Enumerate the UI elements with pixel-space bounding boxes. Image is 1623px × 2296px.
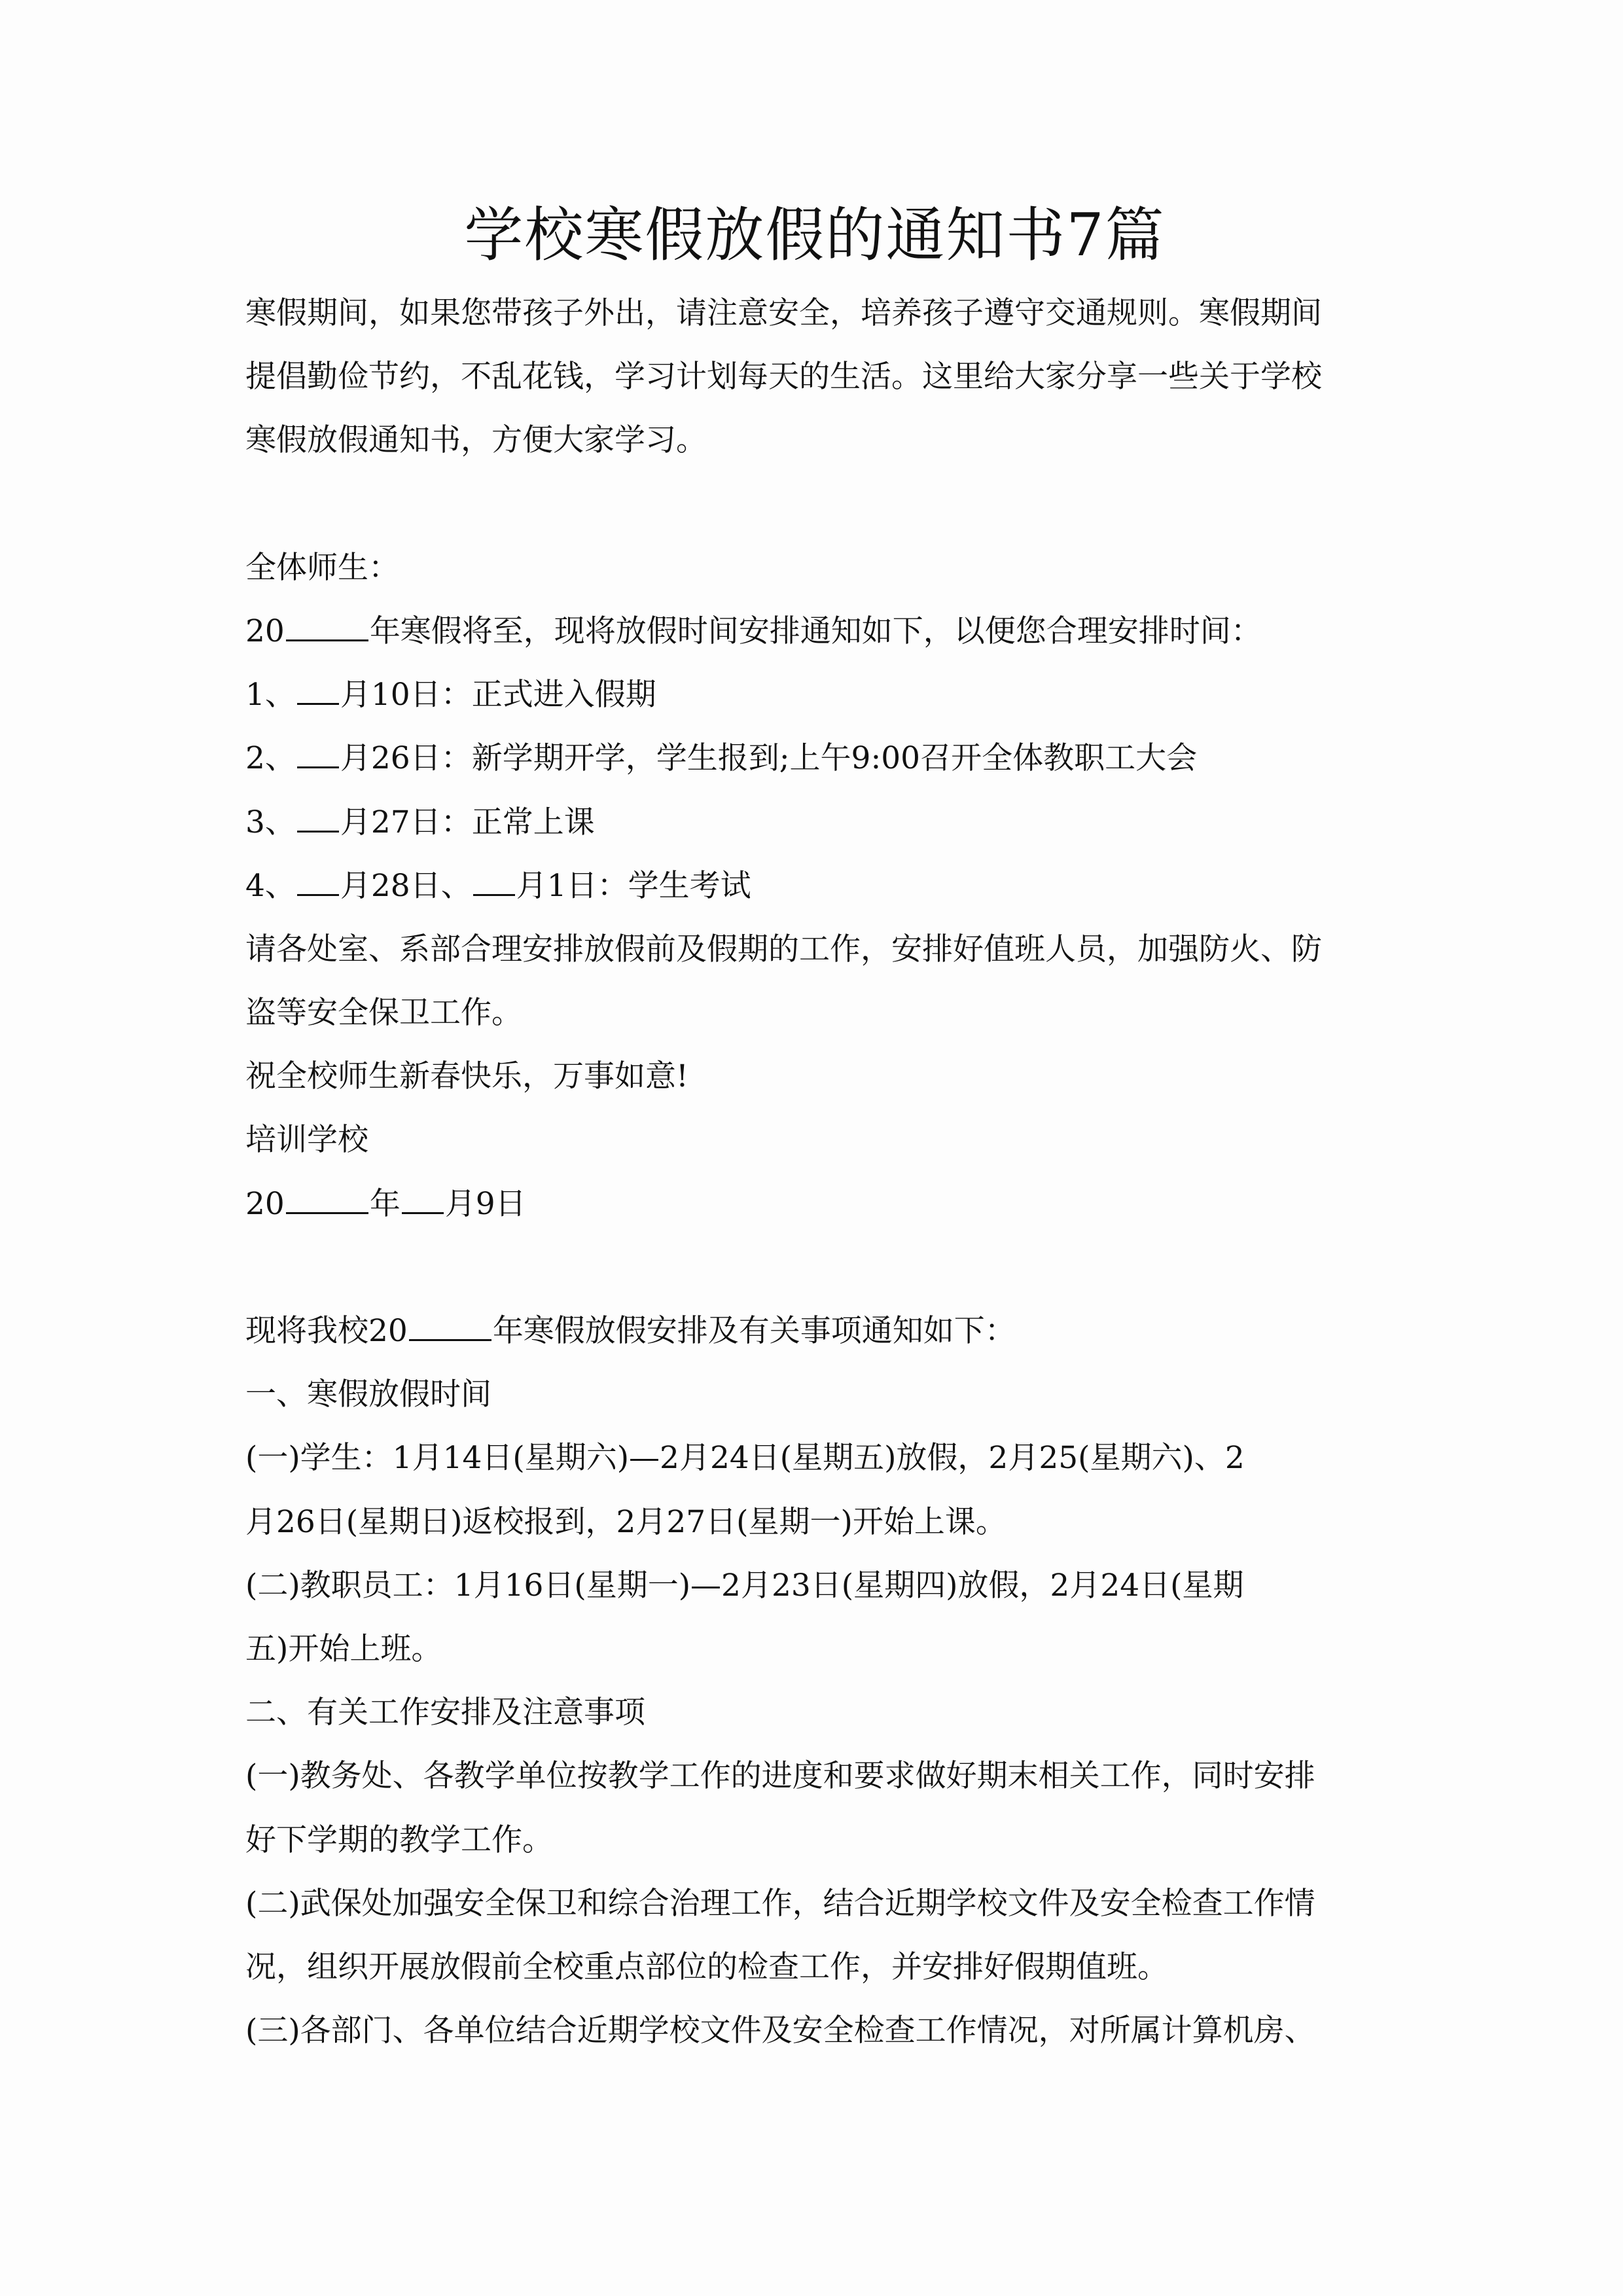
item-number: 2、 [245, 740, 296, 777]
signature: 培训学校 [245, 1122, 368, 1158]
month-blank [297, 868, 339, 896]
intro-line: 寒假放假通知书，方便大家学习。 [245, 422, 707, 459]
schedule-item [245, 663, 1384, 726]
month-blank [402, 1186, 444, 1214]
notice1-lead [245, 600, 1384, 663]
schedule-item [245, 726, 1384, 790]
section-heading: 一、寒假放假时间 [245, 1376, 491, 1413]
section-line: (二)武保处加强安全保卫和综合治理工作，结合近期学校文件及安全检查工作情 [245, 1885, 1315, 1922]
item-text: 月27日：正常上课 [340, 804, 595, 840]
section-heading: 二、有关工作安排及注意事项 [245, 1695, 645, 1731]
month-blank [473, 868, 515, 896]
date-day: 月9日 [444, 1185, 526, 1222]
item-text: 月28日、 [340, 867, 472, 904]
intro-line: 提倡勤俭节约，不乱花钱，学习计划每天的生活。这里给大家分享一些关于学校 [245, 359, 1322, 395]
item-text: 月10日：正式进入假期 [340, 677, 656, 713]
item-number: 4、 [245, 867, 296, 904]
notice2-lead [245, 1299, 1384, 1363]
year-blank [286, 1186, 368, 1214]
intro-line: 寒假期间，如果您带孩子外出，请注意安全，培养孩子遵守交通规则。寒假期间 [245, 295, 1322, 331]
paragraph-spacer [245, 1236, 1384, 1299]
lead-prefix: 现将我校20 [245, 1313, 408, 1349]
paragraph-spacer [245, 473, 1384, 536]
item-text: 月1日：学生考试 [516, 867, 751, 904]
item-number: 3、 [245, 804, 296, 840]
month-blank [297, 677, 339, 705]
lead-text: 年寒假将至，现将放假时间安排通知如下，以便您合理安排时间： [369, 613, 1262, 649]
year-blank [409, 1313, 491, 1341]
signature-date [245, 1172, 1384, 1236]
salutation: 全体师生： [245, 549, 399, 586]
year-blank [286, 613, 368, 641]
section-line: 月26日(星期日)返校报到，2月27日(星期一)开始上课。 [245, 1503, 1007, 1540]
year-prefix: 20 [245, 613, 285, 649]
section-line: (三)各部门、各单位结合近期学校文件及安全检查工作情况，对所属计算机房、 [245, 2013, 1315, 2049]
section-line: (一)教务处、各教学单位按教学工作的进度和要求做好期末相关工作，同时安排 [245, 1758, 1315, 1795]
section-line: (一)学生：1月14日(星期六)—2月24日(星期五)放假，2月25(星期六)、2 [245, 1440, 1245, 1477]
item-number: 1、 [245, 677, 296, 713]
schedule-item [245, 791, 1384, 854]
month-blank [297, 804, 339, 833]
request-line: 请各处室、系部合理安排放假前及假期的工作，安排好值班人员，加强防火、防 [245, 931, 1322, 967]
request-line: 盗等安全保卫工作。 [245, 995, 522, 1031]
date-year-prefix: 20 [245, 1185, 285, 1222]
wishes: 祝全校师生新春快乐，万事如意! [245, 1058, 688, 1095]
schedule-item [245, 854, 1384, 918]
document-title: 学校寒假放假的通知书7篇 [464, 201, 1166, 270]
section-line: (二)教职员工：1月16日(星期一)—2月23日(星期四)放假，2月24日(星期 [245, 1567, 1244, 1604]
section-line: 况，组织开展放假前全校重点部位的检查工作，并安排好假期值班。 [245, 1948, 1168, 1985]
item-text: 月26日：新学期开学，学生报到;上午9:00召开全体教职工大会 [340, 740, 1198, 777]
document-body [245, 281, 1384, 2062]
lead-text: 年寒假放假安排及有关事项通知如下： [492, 1313, 1016, 1349]
date-year-label: 年 [369, 1185, 401, 1222]
section-line: 五)开始上班。 [245, 1630, 442, 1667]
section-line: 好下学期的教学工作。 [245, 1821, 553, 1858]
month-blank [297, 740, 339, 768]
